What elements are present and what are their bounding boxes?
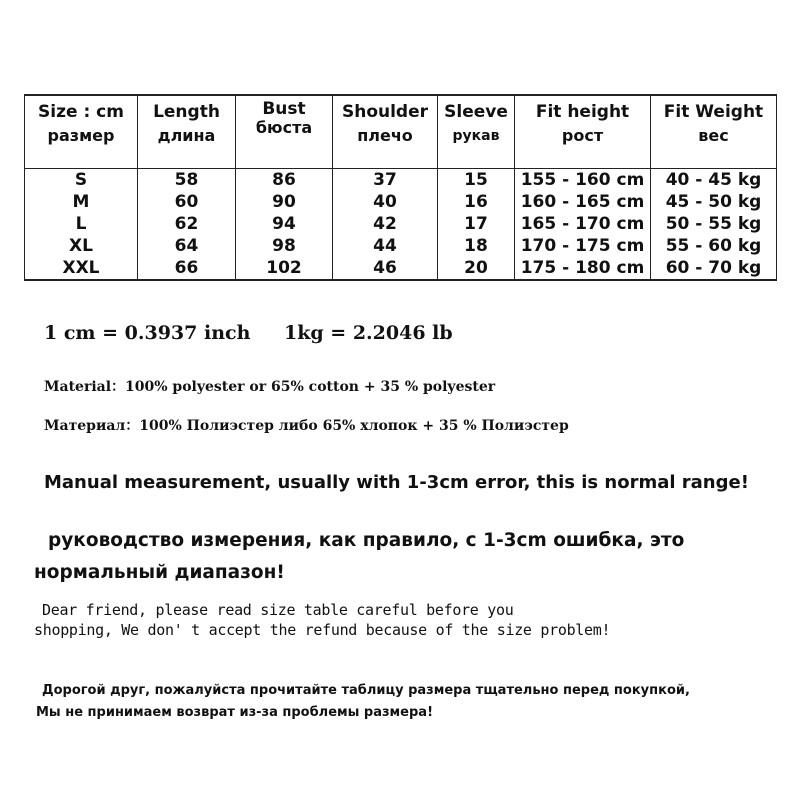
cell-fit-height: 160 - 165 cm bbox=[515, 191, 651, 213]
cell-bust: 94 bbox=[236, 213, 333, 235]
cell-size: S bbox=[25, 169, 138, 192]
cell-length: 66 bbox=[138, 257, 236, 280]
header-fit-height: Fit height рост bbox=[515, 95, 651, 169]
material-ru: Материал：100% Полиэстер либо 65% хлопок + 35 % Полиэстер bbox=[44, 418, 569, 434]
kg-to-lb-conversion: 1kg = 2.2046 lb bbox=[284, 322, 453, 344]
table-row bbox=[25, 191, 777, 213]
cell-fit-weight: 55 - 60 kg bbox=[651, 235, 777, 257]
cell-fit-height: 165 - 170 cm bbox=[515, 213, 651, 235]
dear-friend-ru-line1: Дорогой друг, пожалуйста прочитайте таблицу размера тщательно перед покупкой, bbox=[42, 683, 690, 698]
cell-sleeve: 18 bbox=[438, 235, 515, 257]
cell-bust: 102 bbox=[236, 257, 333, 280]
dear-friend-ru-line2: Мы не принимаем возврат из-за проблемы размера! bbox=[36, 705, 434, 720]
cell-sleeve: 16 bbox=[438, 191, 515, 213]
cell-length: 62 bbox=[138, 213, 236, 235]
cell-size: M bbox=[25, 191, 138, 213]
header-fit-weight: Fit Weight вес bbox=[651, 95, 777, 169]
cell-length: 64 bbox=[138, 235, 236, 257]
cell-shoulder: 42 bbox=[333, 213, 438, 235]
cell-fit-weight: 45 - 50 kg bbox=[651, 191, 777, 213]
cell-fit-height: 175 - 180 cm bbox=[515, 257, 651, 280]
cell-sleeve: 15 bbox=[438, 169, 515, 192]
cell-shoulder: 44 bbox=[333, 235, 438, 257]
cm-to-inch-conversion: 1 cm = 0.3937 inch bbox=[44, 322, 251, 344]
cell-shoulder: 37 bbox=[333, 169, 438, 192]
cell-bust: 98 bbox=[236, 235, 333, 257]
cell-fit-height: 155 - 160 cm bbox=[515, 169, 651, 192]
header-shoulder: Shoulder плечо bbox=[333, 95, 438, 169]
cell-fit-weight: 60 - 70 kg bbox=[651, 257, 777, 280]
cell-shoulder: 46 bbox=[333, 257, 438, 280]
header-sleeve: Sleeve рукав bbox=[438, 95, 515, 169]
cell-length: 60 bbox=[138, 191, 236, 213]
size-table bbox=[24, 94, 777, 281]
cell-size: XL bbox=[25, 235, 138, 257]
table-row bbox=[25, 235, 777, 257]
cell-length: 58 bbox=[138, 169, 236, 192]
table-row bbox=[25, 169, 777, 192]
dear-friend-note-en bbox=[34, 600, 774, 640]
measurement-note-en: Manual measurement, usually with 1-3cm error, this is normal range! bbox=[44, 472, 749, 493]
header-bust: Bust бюста bbox=[236, 95, 333, 169]
header-length: Length длина bbox=[138, 95, 236, 169]
measurement-note-ru-line2: нормальный диапазон! bbox=[34, 562, 285, 583]
material-en: Material：100% polyester or 65% cotton + 35 % polyester bbox=[44, 379, 496, 395]
table-row bbox=[25, 257, 777, 280]
cell-shoulder: 40 bbox=[333, 191, 438, 213]
header-size: Size : cm размер bbox=[25, 95, 138, 169]
cell-bust: 90 bbox=[236, 191, 333, 213]
cell-fit-height: 170 - 175 cm bbox=[515, 235, 651, 257]
cell-sleeve: 17 bbox=[438, 213, 515, 235]
table-header-row bbox=[25, 95, 777, 169]
measurement-note-ru-line1: руководство измерения, как правило, с 1-3cm ошибка, это bbox=[48, 530, 685, 551]
cell-size: L bbox=[25, 213, 138, 235]
dear-friend-line1: Dear friend, please read size table careful before you bbox=[42, 601, 514, 619]
dear-friend-note-ru bbox=[36, 680, 776, 724]
cell-bust: 86 bbox=[236, 169, 333, 192]
cell-sleeve: 20 bbox=[438, 257, 515, 280]
dear-friend-line2: shopping, We don' t accept the refund because of the size problem! bbox=[34, 621, 611, 639]
cell-size: XXL bbox=[25, 257, 138, 280]
table-row bbox=[25, 213, 777, 235]
cell-fit-weight: 50 - 55 kg bbox=[651, 213, 777, 235]
cell-fit-weight: 40 - 45 kg bbox=[651, 169, 777, 192]
